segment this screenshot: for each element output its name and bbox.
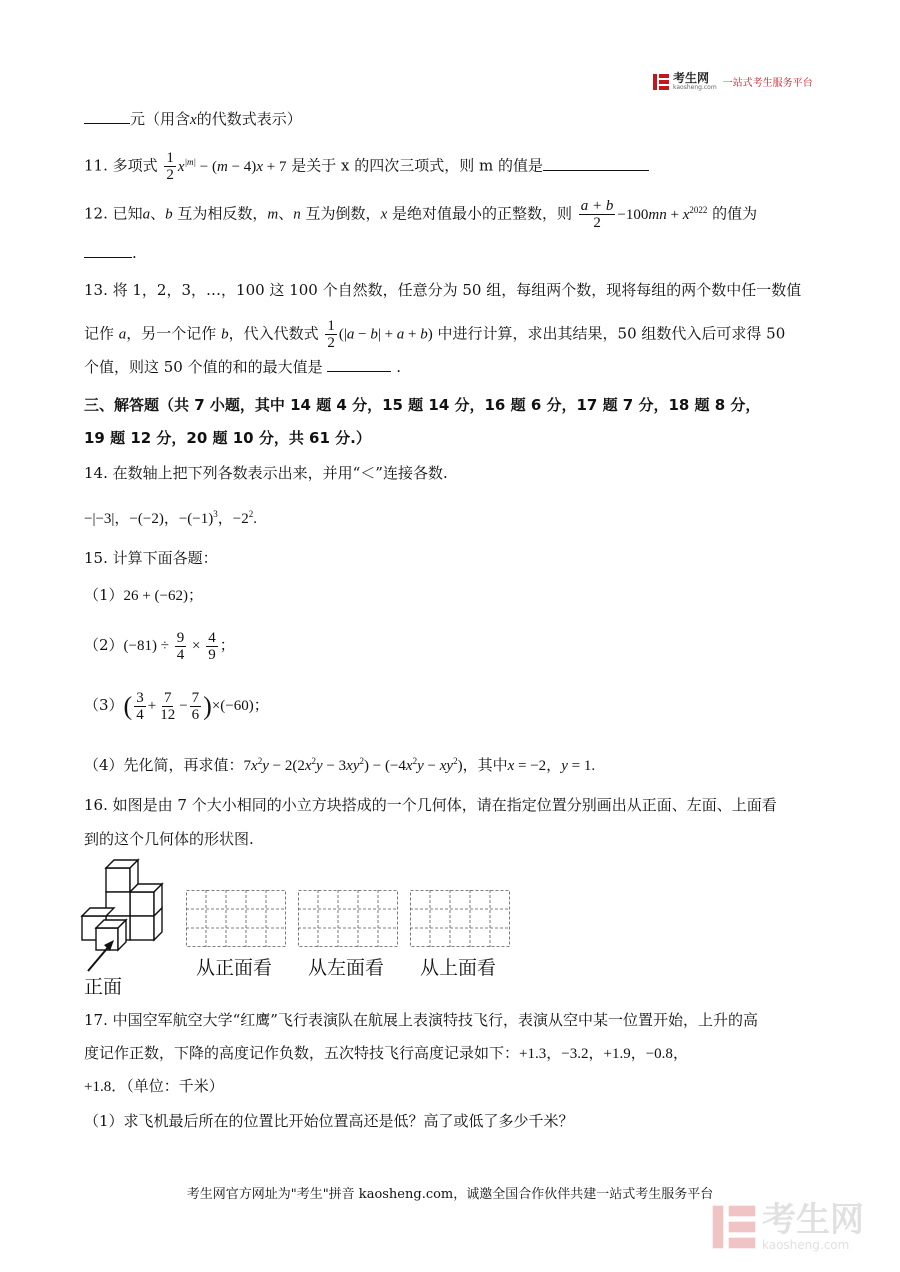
q12-m: m [267, 206, 279, 223]
q17-text: 度记作正数，下降的高度记作负数，五次特技飞行高度记录如下： [84, 1044, 520, 1062]
q13-end: . [396, 358, 401, 376]
label-front-view: 从正面看 [196, 957, 273, 979]
q13-text-d: 中进行计算，求出其结果，50 组数代入后可求得 50 [437, 324, 786, 343]
q12-a: a [142, 206, 151, 223]
q15-p4-label: （4）先化简，再求值： [84, 756, 244, 774]
q15-p1-expr: 26 + (−62)； [123, 588, 203, 604]
q11-fraction: $\frac{1}{2}$ [166, 150, 174, 183]
q13-formula: (|a − b| + a + b) [338, 326, 433, 343]
header-logo [652, 72, 813, 91]
question-12 [84, 198, 816, 231]
q15-p2-expr: (−81) ÷ $\frac{9}{4}$ × $\frac{4}{9}$ ； [123, 630, 235, 663]
q13-text-a: 记作 [84, 324, 119, 343]
logo-domain: kaosheng.com [673, 84, 717, 91]
grid-front-view[interactable] [186, 890, 286, 947]
question-13-line3 [84, 356, 816, 378]
q12-n: n [293, 206, 301, 223]
q12-text4: 的值为 [712, 204, 758, 223]
logo-text: 考生网 [673, 71, 710, 85]
q15-p3-label: （3） [84, 695, 124, 714]
label-left-view: 从左面看 [308, 957, 385, 979]
q15-part1 [84, 584, 816, 607]
q12-x: x [380, 206, 388, 223]
front-label: 正面 [84, 976, 123, 998]
section3-title-line2: 19 题 12 分，20 题 10 分，共 61 分.） [84, 429, 371, 447]
q17-value: +1.8 [84, 1079, 112, 1095]
watermark [710, 1202, 864, 1252]
q12-text2: 互为倒数， [300, 204, 381, 223]
answer-blank[interactable] [84, 123, 130, 124]
q12-label: 12. 已知 [84, 204, 143, 223]
question-17-sub1: （1）求飞机最后所在的位置比开始位置高还是低？高了或低了多少千米？ [84, 1112, 574, 1130]
question-17-line1: 17. 中国空军航空大学“红鹰”飞行表演队在航展上表演特技飞行，表演从空中某一位置开始，上升的高 [84, 1011, 758, 1029]
answer-blank[interactable] [327, 371, 391, 372]
question-16-line1: 16. 如图是由 7 个大小相同的小立方块搭成的一个几何体，请在指定位置分别画出从正面、左面、上面看 [84, 796, 777, 814]
q15-p3-expr: ( $\frac{3}{4}$ + $\frac{7}{12}$ − $\frac{7}{6}$ )×(−60)； [123, 690, 269, 723]
q10-tail [84, 108, 816, 131]
answer-blank[interactable] [84, 257, 132, 258]
q12-sep2: 、 [278, 204, 294, 223]
q14-numbers: −|−3|，−(−2)，$-(-1)^3$，$-2^2$. [84, 509, 257, 527]
q11-formula: $x^{|m|} - (m - 4)x + 7$ [177, 156, 287, 175]
q17-value: −0.8 [645, 1046, 673, 1062]
q10-var: x [190, 112, 197, 128]
q12-text1: 互为相反数， [172, 204, 268, 223]
question-13-line2: 记作 a，另一个记作 b，代入代数式 $\frac{1}{2}$ (|a − b| + a + b) 中进行计算，求出其结果，50 组数代入后可求得 50 [84, 318, 786, 351]
q12-sep: 、 [150, 204, 166, 223]
q13-text-e: 个值，则这 50 个值的和的最大值是 [84, 358, 323, 376]
q15-p4-expr: $7x^2y - 2(2x^2y - 3xy^2) - (-4x^2y - xy^2)$ [243, 756, 463, 774]
q13-text-b: ，另一个记作 [126, 324, 222, 343]
q10-text2: 的代数式表示） [196, 110, 302, 128]
q15-part3 [84, 690, 816, 723]
watermark-domain: kaosheng.com [762, 1238, 850, 1252]
question-14: 14. 在数轴上把下列各数表示出来，并用“＜”连接各数. [84, 464, 448, 482]
section3-title-line1: 三、解答题（共 7 小题，其中 14 题 4 分，15 题 14 分，16 题 6 分，17 题 7 分，18 题 8 分， [84, 396, 761, 414]
q15-p1-label: （1） [84, 586, 124, 604]
q12-text3: 是绝对值最小的正整数，则 [387, 204, 573, 223]
question-11 [84, 150, 816, 183]
q17-unit: （单位：千米） [126, 1077, 224, 1095]
watermark-text: 考生网 [762, 1200, 864, 1240]
q15-comma: ， [546, 756, 562, 774]
q12-fraction: $\frac{a + b}{2}$ [580, 198, 614, 231]
question-17-line2: 度记作正数，下降的高度记作负数，五次特技飞行高度记录如下：+1.3，−3.2，+1.9，−0.8， [84, 1044, 688, 1062]
question-15: 15. 计算下面各题： [84, 549, 218, 567]
question-17-line3: +1.8．（单位：千米） [84, 1077, 224, 1095]
question-13-line1: 13. 将 1，2，3，…，100 这 100 个自然数，任意分为 50 组，每组两个数，现将每组的两个数中任一数值 [84, 281, 802, 299]
q11-text: 是关于 x 的四次三项式，则 m 的值是 [291, 156, 543, 175]
q13-fraction: $\frac{1}{2}$ [327, 318, 335, 351]
q12-b: b [165, 206, 173, 223]
q12-end: . [132, 244, 137, 262]
watermark-logo-icon [710, 1203, 758, 1251]
front-arrow-icon [82, 935, 122, 975]
q11-label: 11. 多项式 [84, 156, 158, 175]
q17-value: +1.9 [603, 1046, 631, 1062]
q13-text-c: ，代入代数式 [228, 324, 319, 343]
q12-formula: $-100mn + x^{2022}$ [617, 204, 708, 223]
grid-top-view[interactable] [410, 890, 510, 947]
header-slogan: 一站式考生服务平台 [722, 78, 813, 89]
q10-text: 元（用含 [130, 110, 191, 128]
logo-icon [652, 73, 670, 91]
q12-answer-line [84, 242, 816, 264]
question-16-line2: 到的这个几何体的形状图. [84, 830, 254, 848]
q15-part2 [84, 630, 816, 663]
q15-part4: （4）先化简，再求值：$7x^2y - 2(2x^2y - 3xy^2) - (-4x^2y - xy^2)$，其中x = −2，y = 1. [84, 756, 596, 774]
page-footer: 考生网官方网址为"考生"拼音 kaosheng.com，诚邀全国合作伙伴共建一站式考生服务平台 [186, 1187, 714, 1202]
q15-p4-text: ，其中 [462, 756, 508, 774]
q17-value: −3.2 [561, 1046, 589, 1062]
answer-blank[interactable] [543, 170, 649, 171]
label-top-view: 从上面看 [420, 957, 497, 979]
q17-value: +1.3 [519, 1046, 547, 1062]
q15-p2-label: （2） [84, 635, 124, 654]
grid-left-view[interactable] [298, 890, 398, 947]
